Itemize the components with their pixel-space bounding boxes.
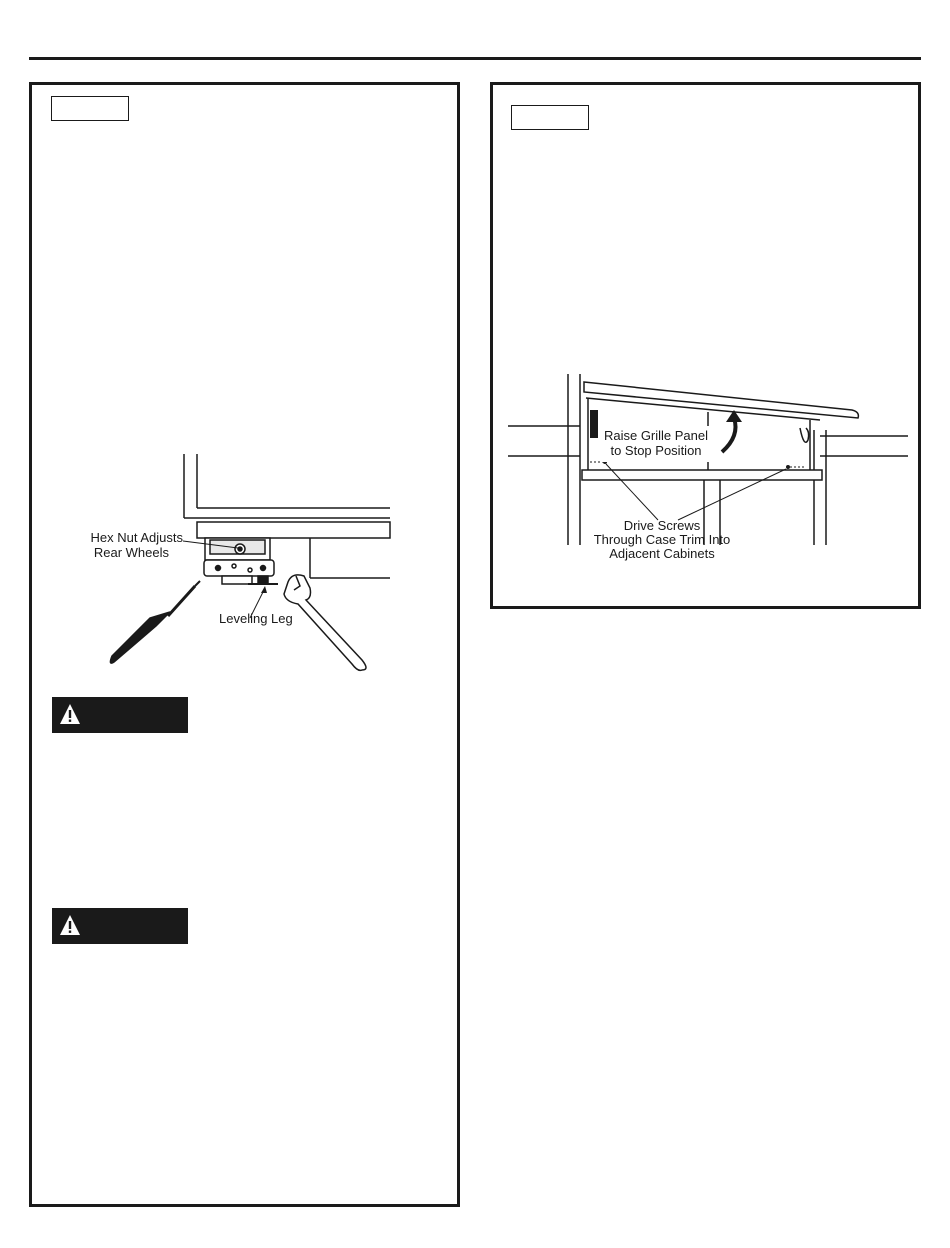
leveling-figure	[90, 448, 400, 673]
drive-label-line3: Adjacent Cabinets	[609, 546, 715, 561]
raise-label-line2: to Stop Position	[610, 443, 702, 458]
raise-arrow-icon	[722, 418, 736, 452]
hex-nut-label-line2: Rear Wheels	[93, 545, 169, 560]
hex-nut-label-line1: Hex Nut Adjusts	[90, 530, 183, 545]
drive-label-line1: Drive Screws	[623, 518, 701, 533]
drive-label-line2: Through Case Trim Into	[593, 532, 731, 547]
warning-triangle-icon	[58, 702, 82, 726]
right-hinge	[800, 428, 809, 442]
left-hinge	[590, 410, 598, 438]
step-tag-left	[51, 96, 129, 121]
grille-figure	[508, 370, 908, 570]
wrench-icon	[284, 575, 366, 671]
warning-banner-1	[52, 697, 188, 733]
leveling-leg-label: Leveling Leg	[219, 611, 293, 626]
step-tag-right	[511, 105, 589, 130]
screwdriver-icon	[110, 581, 200, 663]
header-rule	[29, 57, 921, 60]
warning-triangle-icon	[58, 913, 82, 937]
raise-label-line1: Raise Grille Panel	[603, 428, 709, 443]
warning-banner-2	[52, 908, 188, 944]
